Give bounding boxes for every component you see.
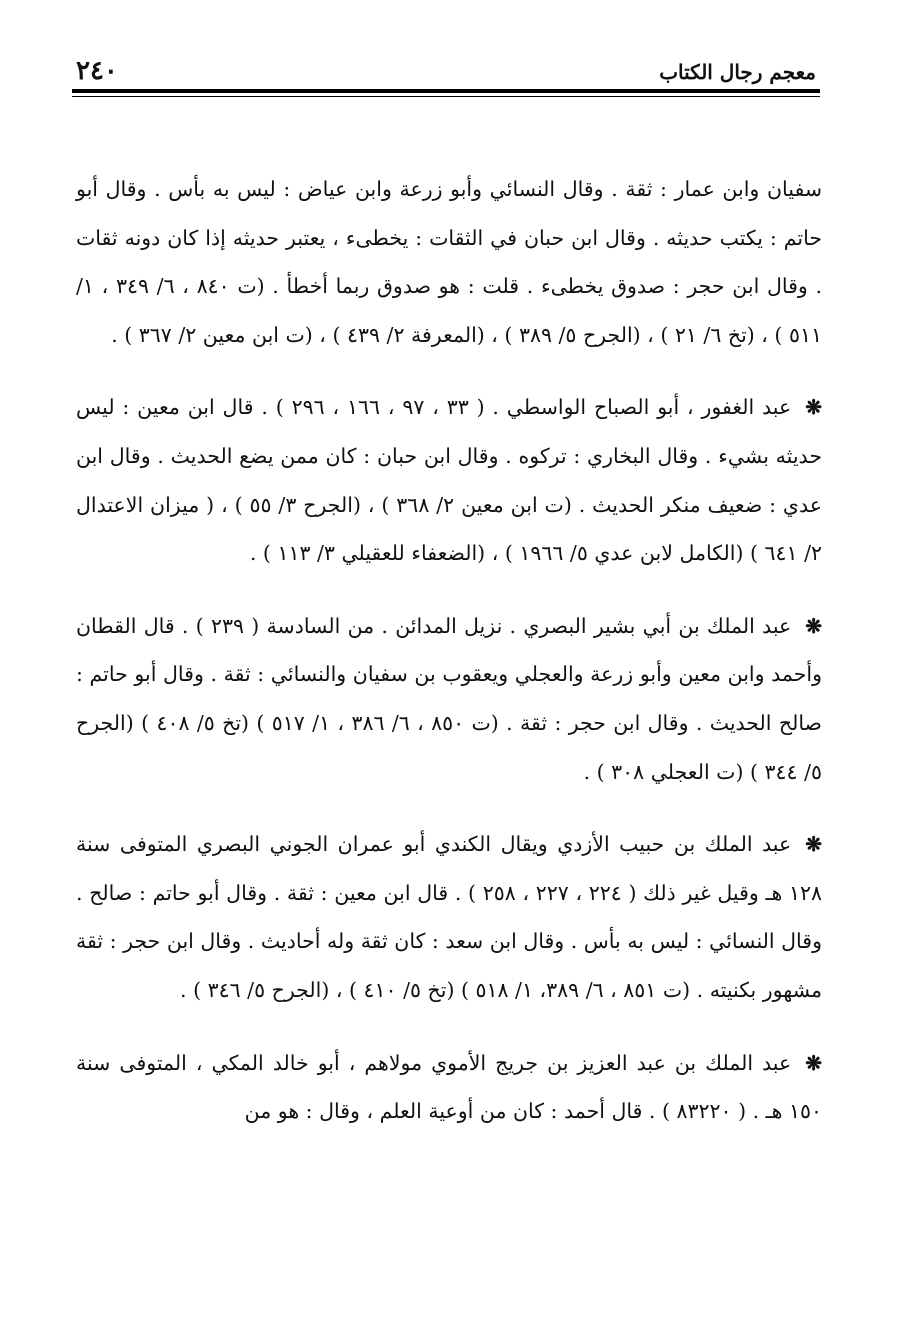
page-number: ٢٤٠ bbox=[76, 56, 118, 86]
entry-abd-al-ghafur bbox=[76, 383, 822, 577]
entry-text: عبد الملك بن حبيب الأزدي ويقال الكندي أبو عمران الجوني البصري المتوفى سنة ١٢٨ هـ وقيل غير ذلك ( ٢٢٤ ، ٢٢٧ ، ٢٥٨ ) . قال ابن معين : ثقة . وقال أبو حاتم : صالح . وقال النسائي : ليس به بأس . وقال ابن سعد : كان ثقة وله أحاديث . وقال ابن حجر : ثقة مشهور بكنيته . (ت ٨٥١ ، ٦/ ٣٨٩، ١/ ٥١٨ ) (تخ ٥/ ٤١٠ ) ، (الجرح ٥/ ٣٤٦ ) . bbox=[76, 832, 822, 1002]
page-header bbox=[72, 56, 820, 96]
entry-abd-al-malik-ibn-abi-bashir bbox=[76, 602, 822, 796]
header-rule-thick bbox=[72, 89, 820, 93]
entry-continuation bbox=[76, 165, 822, 359]
asterisk-icon: ❋ bbox=[805, 1050, 822, 1075]
running-title: معجم رجال الكتاب bbox=[659, 60, 816, 84]
asterisk-icon: ❋ bbox=[805, 832, 822, 857]
page-body bbox=[76, 165, 822, 1160]
entry-text: عبد الملك بن عبد العزيز بن جريج الأموي مولاهم ، أبو خالد المكي ، المتوفى سنة ١٥٠ هـ . ( ٨٣٢٢٠ ) . قال أحمد : كان من أوعية العلم ، وقال : هو من bbox=[76, 1050, 822, 1124]
entry-text: سفيان وابن عمار : ثقة . وقال النسائي وأبو زرعة وابن عياض : ليس به بأس . وقال أبو حاتم : يكتب حديثه . وقال ابن حبان في الثقات : يخطىء ، يعتبر حديثه إذا كان دونه ثقات . وقال ابن حجر : صدوق يخطىء . قلت : هو صدوق ربما أخطأ . (ت ٨٤٠ ، ٦/ ٣٤٩ ، ١/ ٥١١ ) ، (تخ ٦/ ٢١ ) ، (الجرح ٥/ ٣٨٩ ) ، (المعرفة ٢/ ٤٣٩ ) ، (ت ابن معين ٢/ ٣٦٧ ) . bbox=[76, 177, 822, 347]
asterisk-icon: ❋ bbox=[805, 395, 822, 420]
header-rule-thin bbox=[72, 96, 820, 97]
entry-ibn-jurayj bbox=[76, 1039, 822, 1136]
entry-text: عبد الغفور ، أبو الصباح الواسطي . ( ٣٣ ، ٩٧ ، ١٦٦ ، ٢٩٦ ) . قال ابن معين : ليس حديثه بشيء . وقال البخاري : تركوه . وقال ابن حبان : كان ممن يضع الحديث . وقال ابن عدي : ضعيف منكر الحديث . (ت ابن معين ٢/ ٣٦٨ ) ، (الجرح ٣/ ٥٥ ) ، ( ميزان الاعتدال ٢/ ٦٤١ ) (الكامل لابن عدي ٥/ ١٩٦٦ ) ، (الضعفاء للعقيلي ٣/ ١١٣ ) . bbox=[76, 395, 822, 566]
asterisk-icon: ❋ bbox=[805, 613, 822, 638]
entry-text: عبد الملك بن أبي بشير البصري . نزيل المدائن . من السادسة ( ٢٣٩ ) . قال القطان وأحمد وابن معين وأبو زرعة والعجلي ويعقوب بن سفيان والنسائي : ثقة . وقال أبو حاتم : صالح الحديث . وقال ابن حجر : ثقة . (ت ٨٥٠ ، ٦/ ٣٨٦ ، ١/ ٥١٧ ) (تخ ٥/ ٤٠٨ ) (الجرح ٥/ ٣٤٤ ) (ت العجلي ٣٠٨ ) . bbox=[76, 613, 822, 784]
entry-abd-al-malik-ibn-habib bbox=[76, 820, 822, 1014]
